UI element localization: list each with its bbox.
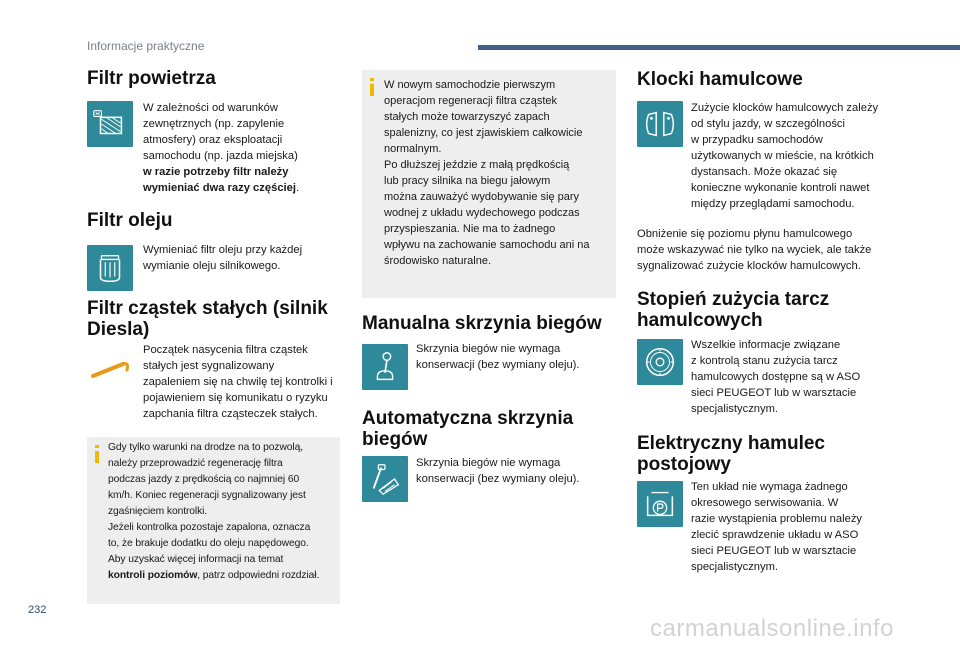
dpf-info-bold: kontroli poziomów xyxy=(108,570,198,581)
parking-brake-title-line2: postojowy xyxy=(637,454,731,475)
brake-discs-text: Wszelkie informacje związane z kontrolą stanu zużycia tarcz hamulcowych dostępne są w ASO sieci PEUGEOT lub w warsztacie specjalistycznym. xyxy=(691,339,861,415)
automatic-gearbox-icon xyxy=(362,456,408,502)
info-icon xyxy=(370,84,374,96)
dpf-info-body: Gdy tylko warunki na drodze na to pozwolą, należy przeprowadzić regenerację filtra podczas jazdy z prędkością co najmniej 60 km/h. Koniec regeneracji sygnalizowany jest zgaśnięciem kontrolki. Jeżeli kontrolka pozostaje zapalona, oznacza to, że brakuje dodatku do oleju napędowego. Aby uzyskać więcej informacji na temat xyxy=(108,442,311,565)
oil-filter-icon xyxy=(87,245,133,291)
brake-pads-title: Klocki hamulcowe xyxy=(637,69,803,90)
regeneration-info-text: W nowym samochodzie pierwszym operacjom regeneracji filtra cząstek stałych może towarzyszyć zapach spalenizny, co jest zjawiskiem całkowicie normalnym. Po dłuższej jeździe z małą prędkością lub pracy silnika na biegu jałowym można zauważyć wydobywanie się pary wodnej z układu wydechowego podczas przyspieszania. Nie ma to żadnego wpływu na zachowanie samochodu ani na środowisko naturalne. xyxy=(384,79,590,267)
air-filter-icon xyxy=(87,101,133,147)
manual-gearbox-title: Manualna skrzynia biegów xyxy=(362,313,602,334)
dpf-title xyxy=(87,298,328,340)
brake-discs-title xyxy=(637,289,829,331)
parking-brake-icon xyxy=(637,481,683,527)
dpf-info-end: , patrz odpowiedni rozdział. xyxy=(197,570,320,581)
automatic-gearbox-title xyxy=(362,408,573,450)
dpf-title-line1: Filtr cząstek stałych (silnik xyxy=(87,298,328,319)
info-icon-dot xyxy=(370,78,374,81)
section-header: Informacje praktyczne xyxy=(87,39,205,53)
air-filter-line3: atmosfery) oraz eksploatacji xyxy=(143,134,283,146)
air-filter-line1: W zależności od warunków xyxy=(143,102,278,114)
info-icon-dot xyxy=(95,445,99,448)
air-filter-end: . xyxy=(295,182,300,194)
header-bar xyxy=(478,45,960,50)
parking-brake-title-line1: Elektryczny hamulec xyxy=(637,433,825,454)
page-number: 232 xyxy=(28,604,47,616)
brake-discs-title-line2: hamulcowych xyxy=(637,310,763,331)
watermark: carmanualsonline.info xyxy=(650,615,894,642)
brake-disc-icon xyxy=(637,339,683,385)
air-filter-line4: samochodu (np. jazda miejska) xyxy=(143,150,298,162)
dpf-text: Początek nasycenia filtra cząstek stałych jest sygnalizowany zapaleniem się na chwilę tej kontrolki i pojawieniem się komunikatu o ryzyku zapchania filtra cząsteczek stałych. xyxy=(143,344,333,420)
dpf-title-line2: Diesla) xyxy=(87,319,150,340)
automatic-gearbox-title-line2: biegów xyxy=(362,429,428,450)
dpf-info-text xyxy=(108,440,340,584)
parking-brake-text: Ten układ nie wymaga żadnego okresowego serwisowania. W razie wystąpienia problemu należy zlecić sprawdzenie układu w ASO sieci PEUGEOT lub w warsztacie specjalistycznym. xyxy=(691,481,863,573)
parking-brake-title xyxy=(637,433,825,475)
automatic-gearbox-title-line1: Automatyczna skrzynia xyxy=(362,408,574,429)
manual-gearbox-icon xyxy=(362,344,408,390)
air-filter-line2: zewnętrznych (np. zapylenie xyxy=(143,118,285,130)
oil-filter-text: Wymieniać filtr oleju przy każdej wymianie oleju silnikowego. xyxy=(143,244,303,272)
brake-pads-text: Zużycie klocków hamulcowych zależy od stylu jazdy, w szczególności w przypadku samochodów użytkowanych w mieście, na krótkich dystansach. Może okazać się konieczne wykonanie kontroli nawet między przeglądami samochodu. xyxy=(691,102,879,210)
air-filter-bold2: wymieniać dwa razy częściej xyxy=(143,182,296,194)
air-filter-bold1: w razie potrzeby filtr należy xyxy=(143,166,289,178)
manual-gearbox-text: Skrzynia biegów nie wymaga konserwacji (bez wymiany oleju). xyxy=(416,343,580,371)
air-filter-text xyxy=(143,100,343,196)
brake-fluid-text: Obniżenie się poziomu płynu hamulcowego może wskazywać nie tylko na wyciek, ale także sygnalizować zużycie klocków hamulcowych. xyxy=(637,228,872,272)
automatic-gearbox-text: Skrzynia biegów nie wymaga konserwacji (bez wymiany oleju). xyxy=(416,457,580,485)
dpf-warning-icon xyxy=(87,350,133,390)
oil-filter-title: Filtr oleju xyxy=(87,210,173,231)
info-icon xyxy=(95,451,99,463)
brake-discs-title-line1: Stopień zużycia tarcz xyxy=(637,289,830,310)
air-filter-title: Filtr powietrza xyxy=(87,68,216,89)
brake-pads-icon xyxy=(637,101,683,147)
